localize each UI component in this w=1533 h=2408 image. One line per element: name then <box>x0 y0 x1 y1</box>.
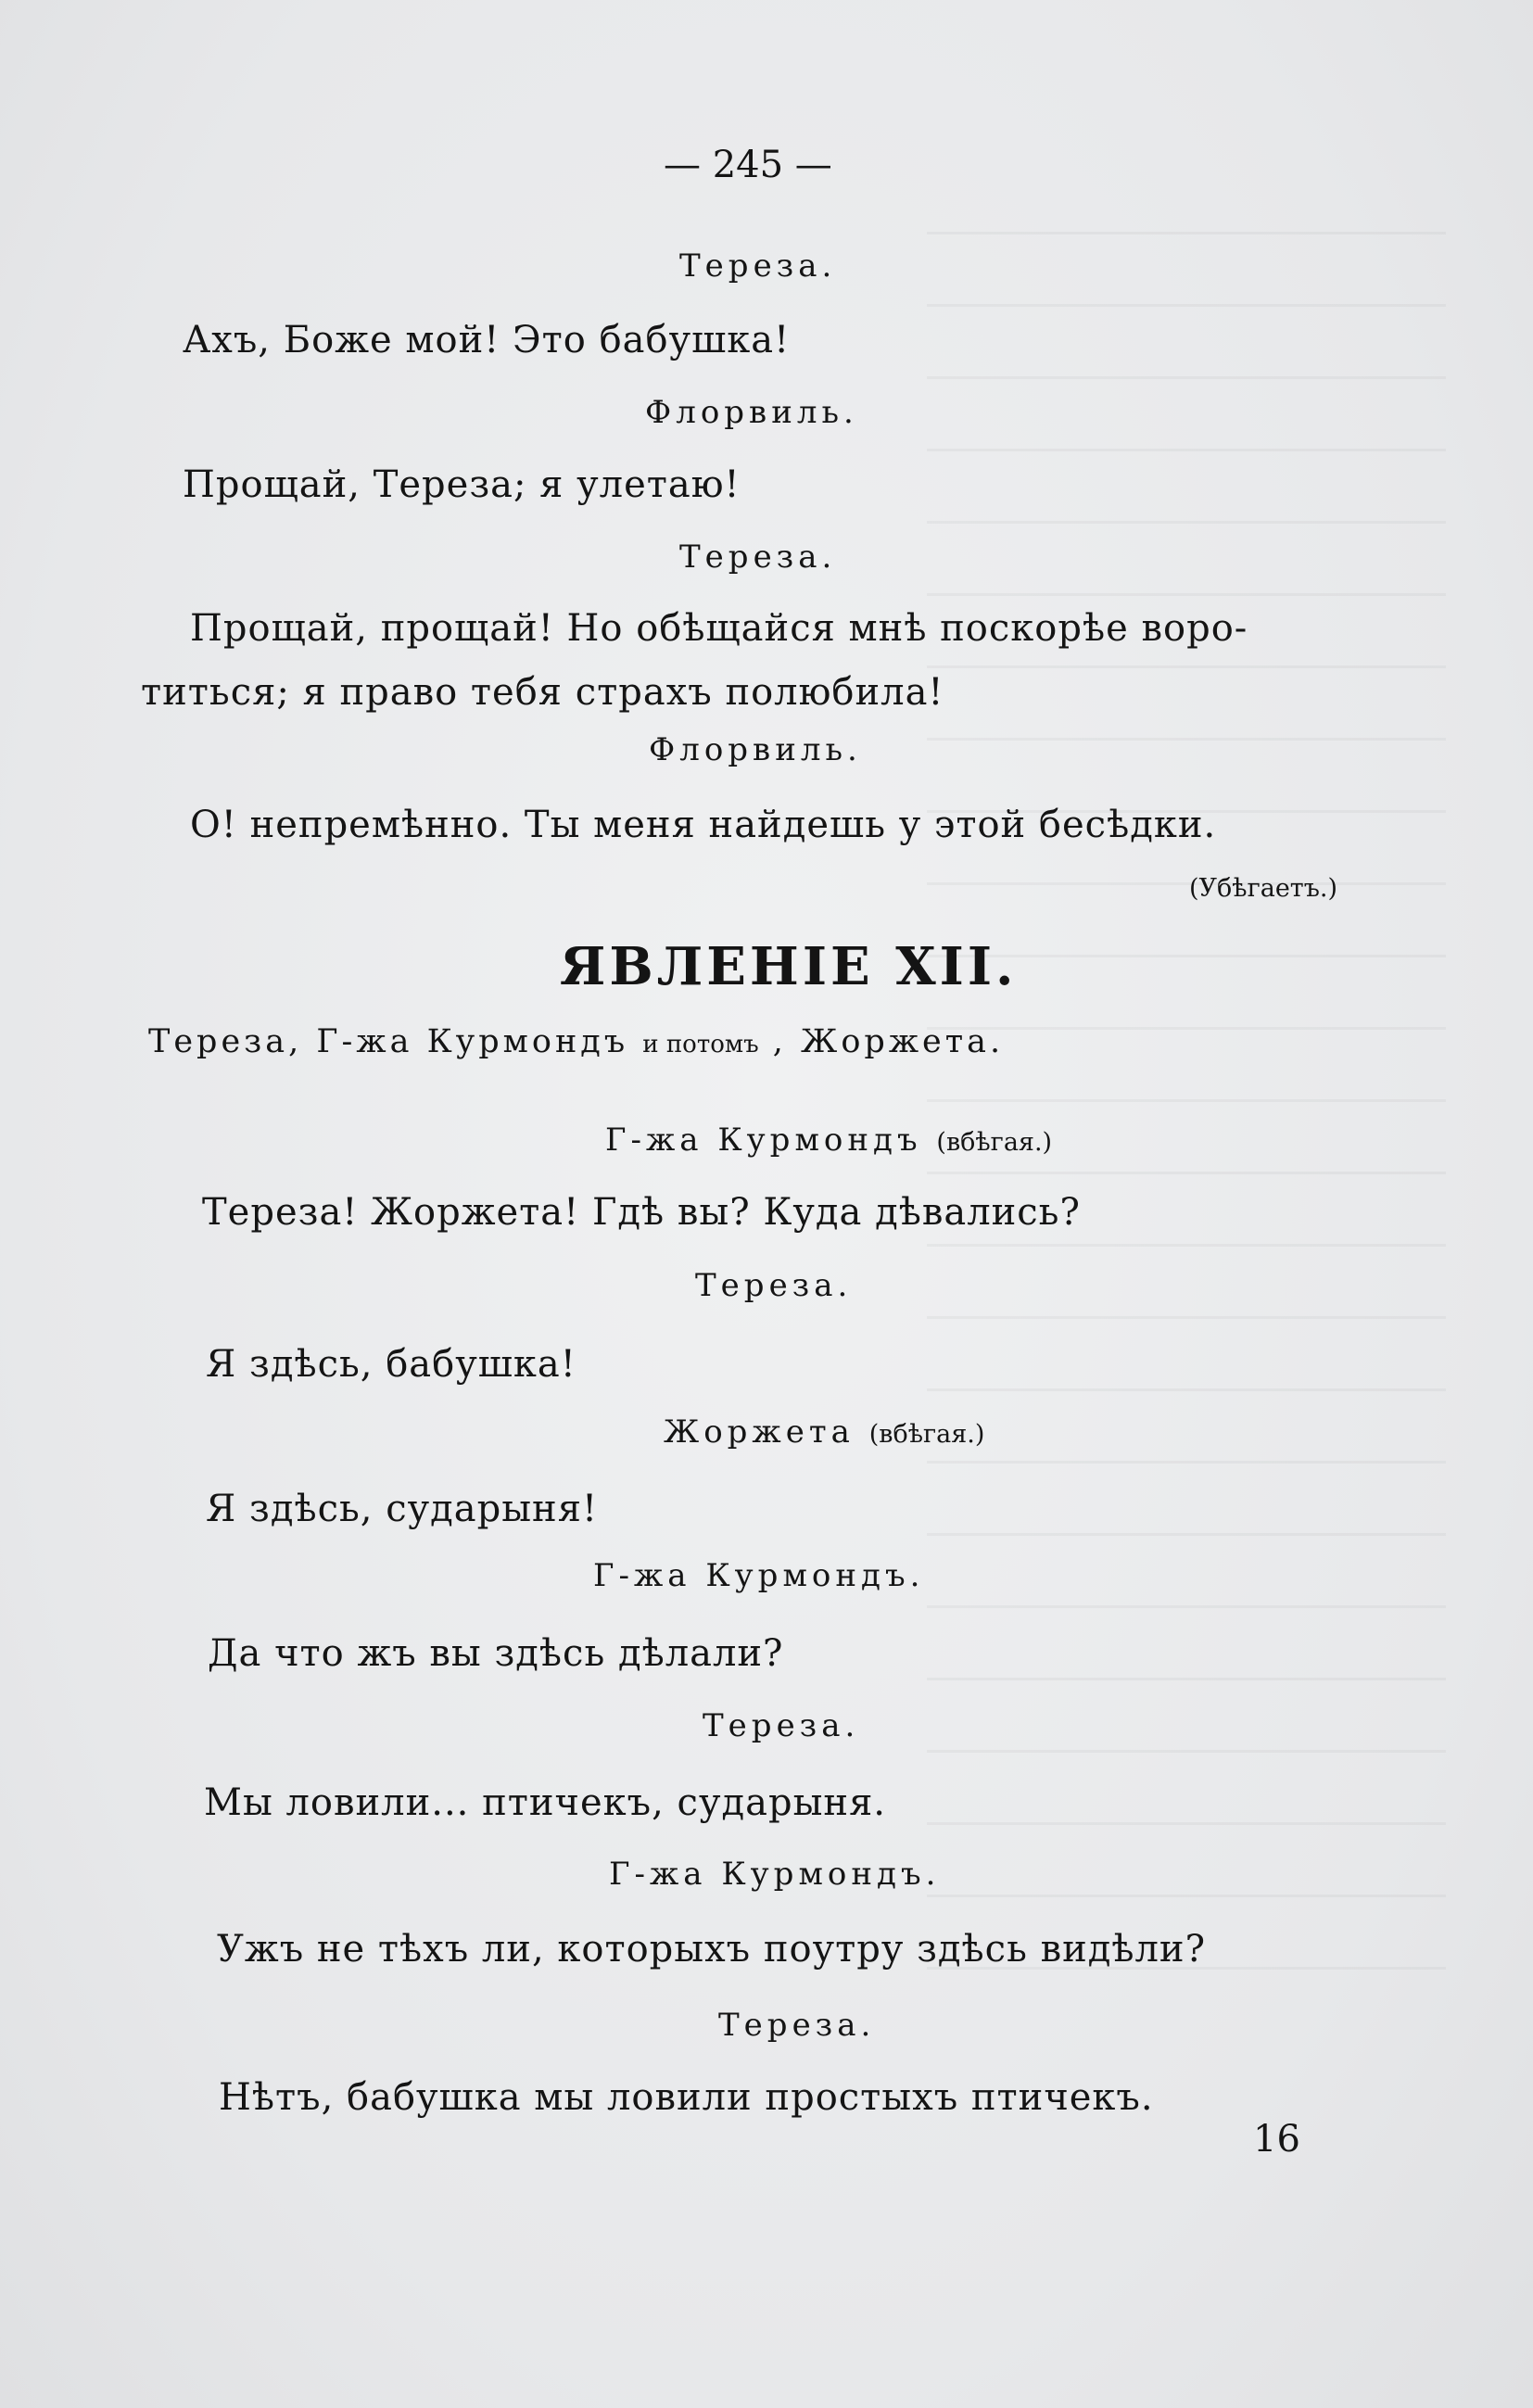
speaker-name: Тереза. <box>679 247 837 285</box>
speech-line: Нѣтъ, бабушка мы ловили простыхъ птичекъ. <box>219 2076 1154 2119</box>
speech-line: Прощай, Тереза; я улетаю! <box>183 463 741 506</box>
speech-line: Я здѣсь, сударыня! <box>206 1488 599 1530</box>
cast-list <box>148 1023 1005 1060</box>
speech-line: Да что жъ вы здѣсь дѣлали? <box>208 1632 784 1675</box>
cast-names: Тереза, Г-жа Курмондъ <box>148 1023 629 1060</box>
stage-direction: (Убѣгаетъ.) <box>1189 874 1338 903</box>
speaker-name: Флорвиль. <box>649 731 862 768</box>
scene-title: ЯВЛЕНІЕ XII. <box>560 936 1018 997</box>
speaker-name: Тереза. <box>718 2007 876 2044</box>
speech-line: Ужъ не тѣхъ ли, которыхъ поутру здѣсь видѣли? <box>217 1928 1207 1971</box>
speech-line: Прощай, прощай! Но обѣщайся мнѣ поскорѣе воро- <box>190 607 1248 650</box>
speaker-name: Тереза. <box>695 1267 853 1304</box>
speaker-name: Флорвиль. <box>645 394 858 431</box>
speaker-name: Тереза. <box>703 1707 860 1744</box>
cast-last-name: , Жоржета. <box>772 1023 1005 1060</box>
speech-line: Мы ловили... птичекъ, сударыня. <box>204 1781 887 1824</box>
speech-line: О! непремѣнно. Ты меня найдешь у этой бесѣдки. <box>190 804 1217 846</box>
speaker-name <box>605 1122 1053 1159</box>
page-number: — 245 — <box>664 144 832 186</box>
speaker-name: Тереза. <box>679 539 837 576</box>
speaker-label: Г-жа Курмондъ <box>605 1122 922 1159</box>
show-through-texture <box>927 232 1446 1993</box>
speaker-name: Г-жа Курмондъ. <box>593 1557 925 1594</box>
speaker-name <box>664 1413 985 1451</box>
signature-mark: 16 <box>1253 2118 1300 2161</box>
speech-line: Тереза! Жоржета! Гдѣ вы? Куда дѣвались? <box>202 1191 1081 1234</box>
cast-connector: и потомъ <box>642 1031 759 1058</box>
speech-line: Ахъ, Боже мой! Это бабушка! <box>183 319 791 361</box>
stage-direction: (вбѣгая.) <box>936 1128 1053 1157</box>
speaker-label: Жоржета <box>664 1413 855 1451</box>
speech-line: титься; я право тебя страхъ полюбила! <box>141 671 944 714</box>
speaker-name: Г-жа Курмондъ. <box>609 1856 941 1893</box>
stage-direction: (вбѣгая.) <box>868 1420 985 1449</box>
speech-line: Я здѣсь, бабушка! <box>206 1343 576 1386</box>
